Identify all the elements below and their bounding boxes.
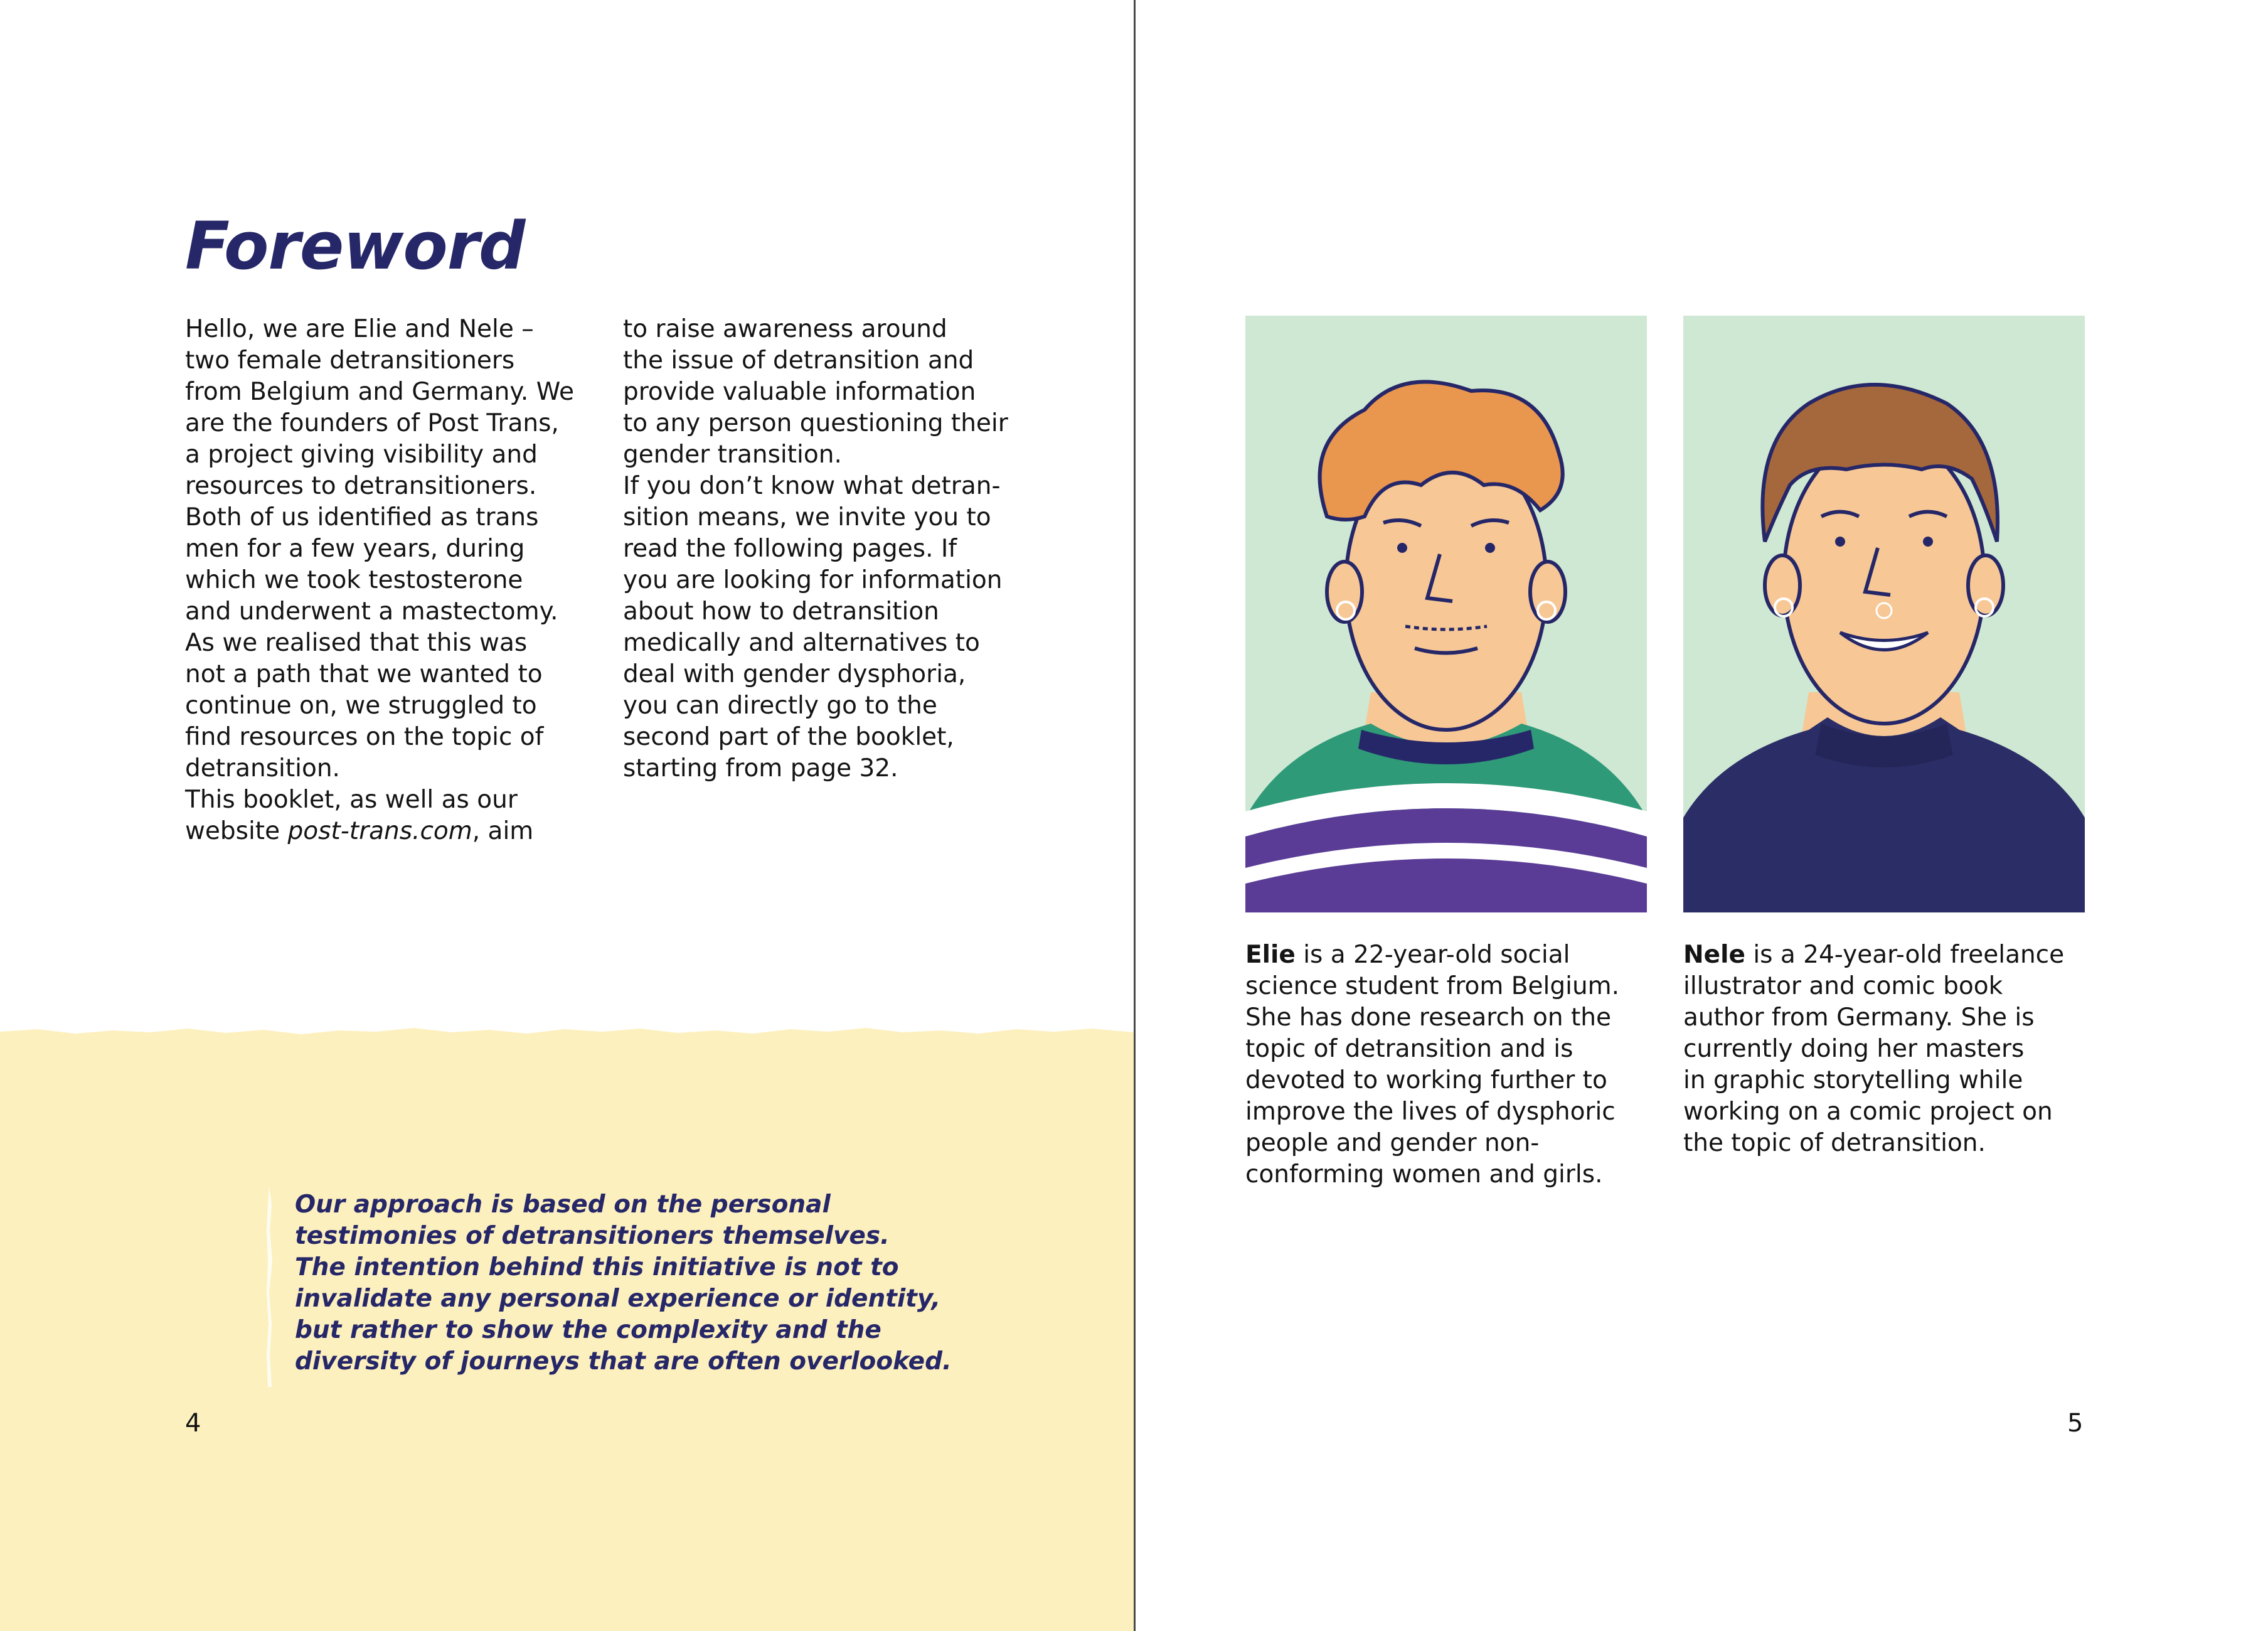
text-line: sition means, we invite you to (623, 503, 991, 532)
quote-line: Our approach is based on the personal (295, 1190, 831, 1219)
bio-line: the topic of detransition. (1683, 1129, 1986, 1157)
text-line: deal with gender dysphoria, (623, 660, 966, 688)
nele-bio (1683, 939, 2091, 1159)
nele-portrait-illustration (1683, 316, 2085, 912)
website-prefix: website (185, 817, 288, 845)
website-link[interactable]: post-trans.com (287, 817, 472, 845)
text-line: the issue of detransition and (623, 346, 974, 375)
elie-portrait-illustration (1245, 316, 1647, 912)
text-line: about how to detransition (623, 597, 939, 626)
text-line: to any person questioning their (623, 409, 1008, 437)
foreword-column-2 (623, 314, 1037, 784)
text-line: Both of us identified as trans (185, 503, 539, 532)
bio-name: Nele (1683, 941, 1745, 969)
text-line: men for a few years, during (185, 535, 525, 563)
bio-name: Elie (1245, 941, 1296, 969)
text-line: provide valuable information (623, 378, 976, 406)
text-line: second part of the booklet, (623, 723, 954, 751)
right-page (1136, 0, 2268, 1631)
text-line: starting from page 32. (623, 754, 898, 783)
text-line: you are looking for information (623, 566, 1003, 594)
bio-line: author from Germany. She is (1683, 1003, 2035, 1032)
bio-line: devoted to working further to (1245, 1066, 1607, 1094)
text-line: which we took testosterone (185, 566, 523, 594)
text-line: a project giving visibility and (185, 441, 538, 469)
text-line: two female detransitioners (185, 346, 515, 375)
text-line: gender transition. (623, 441, 842, 469)
bio-line: people and gender non- (1245, 1129, 1540, 1157)
elie-bio (1245, 939, 1653, 1190)
page-number-right: 5 (2067, 1409, 2084, 1438)
bio-text: is a 24-year-old freelance (1745, 941, 2065, 969)
bio-line: science student from Belgium. (1245, 972, 1620, 1000)
bio-line: currently doing her masters (1683, 1035, 2025, 1063)
bio-line: She has done research on the (1245, 1003, 1612, 1032)
bio-line: conforming women and girls. (1245, 1160, 1603, 1189)
page-number-left: 4 (185, 1409, 201, 1438)
bio-line: improve the lives of dysphoric (1245, 1098, 1616, 1126)
text-line: As we realised that this was (185, 629, 528, 657)
website-suffix: , aim (472, 817, 534, 845)
text-line: and underwent a mastectomy. (185, 597, 558, 626)
text-line: resources to detransitioners. (185, 472, 537, 500)
text-line: not a path that we wanted to (185, 660, 543, 688)
bio-line: topic of detransition and is (1245, 1035, 1573, 1063)
text-line: Hello, we are Elie and Nele – (185, 315, 534, 343)
text-line: read the following pages. If (623, 535, 957, 563)
text-line: continue on, we struggled to (185, 692, 537, 720)
text-line: medically and alternatives to (623, 629, 980, 657)
bio-line: illustrator and comic book (1683, 972, 2003, 1000)
text-line: to raise awareness around (623, 315, 947, 343)
bio-line (1683, 939, 2091, 971)
text-line: If you don’t know what detran- (623, 472, 1001, 500)
text-line: you can directly go to the (623, 692, 937, 720)
text-line: detransition. (185, 754, 340, 783)
pull-quote (295, 1189, 998, 1377)
bio-text: is a 22-year-old social (1295, 941, 1570, 969)
quote-line: The intention behind this initiative is not to (295, 1253, 899, 1281)
foreword-column-1 (185, 314, 599, 847)
bio-line: in graphic storytelling while (1683, 1066, 2023, 1094)
text-line: This booklet, as well as our (185, 786, 518, 814)
quote-line: testimonies of detransitioners themselves. (295, 1222, 890, 1250)
text-line: are the founders of Post Trans, (185, 409, 559, 437)
bio-line: working on a comic project on (1683, 1098, 2053, 1126)
page-title: Foreword (185, 208, 525, 284)
quote-line: invalidate any personal experience or identity, (295, 1285, 941, 1313)
quote-line: but rather to show the complexity and the (295, 1316, 881, 1344)
quote-line: diversity of journeys that are often overlooked. (295, 1347, 952, 1376)
text-line: from Belgium and Germany. We (185, 378, 574, 406)
bio-line (1245, 939, 1653, 971)
text-line-website (185, 816, 599, 847)
text-line: find resources on the topic of (185, 723, 544, 751)
quote-bar (267, 1186, 273, 1387)
